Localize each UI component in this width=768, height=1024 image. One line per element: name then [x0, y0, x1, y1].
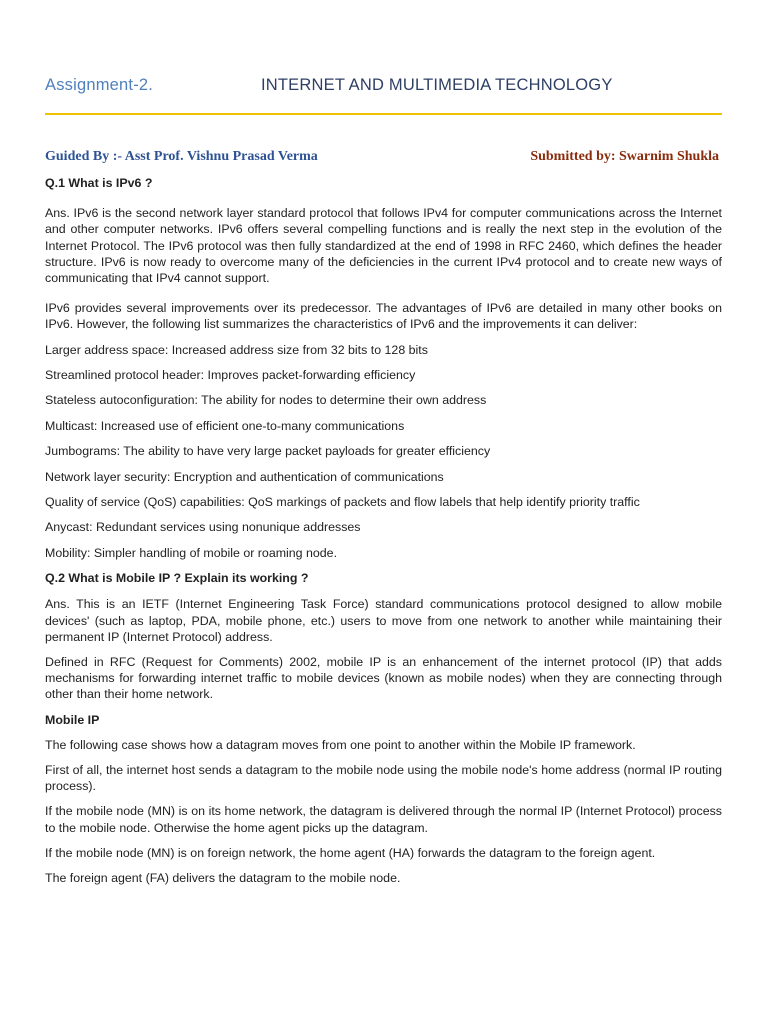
- document-header: [45, 76, 722, 100]
- mobile-ip-step: First of all, the internet host sends a datagram to the mobile node using the mobile node's home address (normal IP routing process).: [45, 762, 722, 794]
- list-item: Network layer security: Encryption and authentication of communications: [45, 469, 444, 484]
- mobile-ip-step: If the mobile node (MN) is on its home network, the datagram is delivered through the normal IP (Internet Protocol) process to the mobile node. Otherwise the home agent picks up the datagram.: [45, 804, 722, 835]
- list-item: Jumbograms: The ability to have very large packet payloads for greater efficiency: [45, 444, 491, 459]
- assignment-label: Assignment-2.: [45, 76, 154, 94]
- q2-answer-paragraph-2: Defined in RFC (Request for Comments) 2002, mobile IP is an enhancement of the internet protocol (IP) that adds mechanisms for forwarding internet traffic to mobile devices (known as mobile nodes) when they are connecting through other than their home network.: [45, 654, 722, 702]
- question-2-title: Q.2 What is Mobile IP ? Explain its working ?: [45, 571, 309, 586]
- submitted-by: Submitted by: Swarnim Shukla: [530, 149, 719, 164]
- q2-answer-paragraph-1: Ans. This is an IETF (Internet Engineering Task Force) standard communications protocol designed to allow mobile devices' (such as laptop, PDA, mobile phone, etc.) users to move from one network to another while maintaining their permanent IP (Internet Protocol) address.: [45, 597, 722, 644]
- mobile-ip-step: The following case shows how a datagram moves from one point to another within the Mobile IP framework.: [45, 737, 636, 752]
- question-1-title: Q.1 What is IPv6 ?: [45, 176, 153, 190]
- list-item: Quality of service (QoS) capabilities: QoS markings of packets and flow labels that help identify priority traffic: [45, 494, 640, 509]
- list-item: Stateless autoconfiguration: The ability for nodes to determine their own address: [45, 393, 487, 408]
- list-item: Multicast: Increased use of efficient one-to-many communications: [45, 418, 405, 433]
- list-item: Larger address space: Increased address size from 32 bits to 128 bits: [45, 342, 428, 357]
- q1-answer-paragraph-2: IPv6 provides several improvements over its predecessor. The advantages of IPv6 are detailed in many other books on IPv6. However, the following list summarizes the characteristics of IPv6 and the improvements it can deliver:: [45, 301, 722, 332]
- list-item: Anycast: Redundant services using nonunique addresses: [45, 520, 361, 535]
- list-item: Streamlined protocol header: Improves packet-forwarding efficiency: [45, 368, 416, 383]
- mobile-ip-subheading: Mobile IP: [45, 712, 100, 727]
- q1-answer-paragraph-1: Ans. IPv6 is the second network layer standard protocol that follows IPv4 for computer communications across the Internet and other computer networks. IPv6 offers several compelling functions and is really the next step in the evolution of the Internet Protocol. The IPv6 protocol was then fully standardized at the end of 1998 in RFC 2460, which defines the header structure. IPv6 is now ready to overcome many of the deficiencies in the current IPv4 protocol and to create new ways of communicating that IPv4 cannot support.: [45, 206, 722, 286]
- list-item: Mobility: Simpler handling of mobile or roaming node.: [45, 545, 338, 560]
- mobile-ip-step: If the mobile node (MN) is on foreign network, the home agent (HA) forwards the datagram to the foreign agent.: [45, 845, 656, 860]
- document-body: [45, 175, 722, 895]
- mobile-ip-step: The foreign agent (FA) delivers the datagram to the mobile node.: [45, 870, 401, 885]
- guided-by: Guided By :- Asst Prof. Vishnu Prasad Verma: [45, 149, 318, 164]
- header-divider: [45, 113, 722, 115]
- course-title: INTERNET AND MULTIMEDIA TECHNOLOGY: [261, 76, 613, 94]
